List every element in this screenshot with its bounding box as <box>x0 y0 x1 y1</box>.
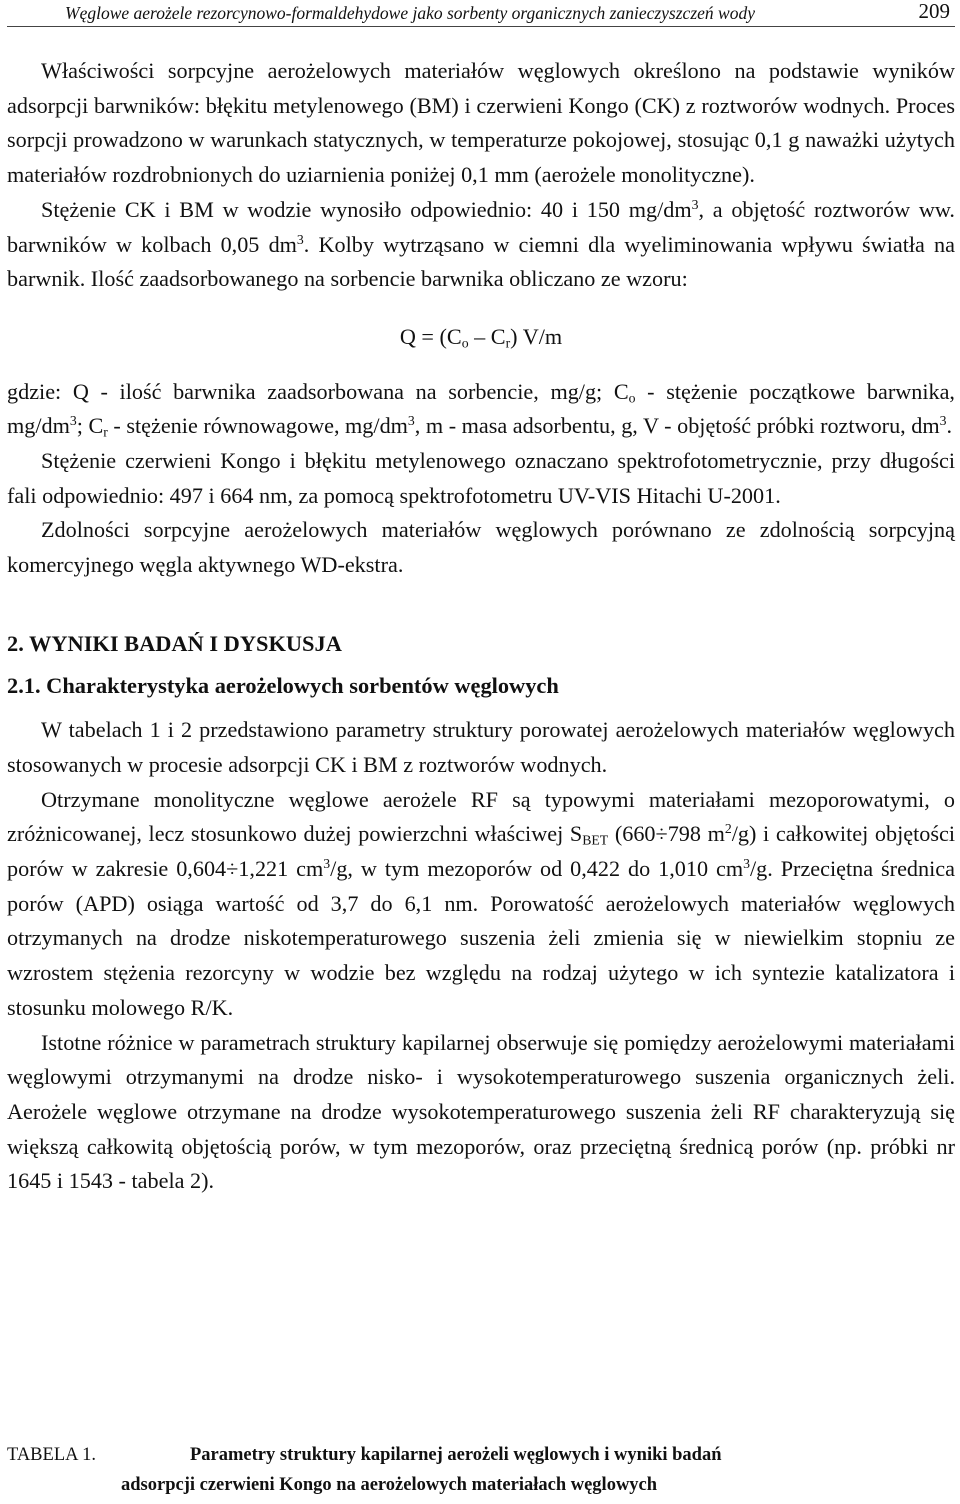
table-title-line-2: adsorpcji czerwieni Kongo na aerożelowych materiałach węglowych <box>121 1475 658 1495</box>
paragraph-text: Stężenie czerwieni Kongo i błękitu metylenowego oznaczano spektrofotometrycznie, przy długości fali odpowiednio: 497 i 664 nm, za pomocą spektrofotometru UV-VIS Hitachi U-2001. <box>7 448 955 508</box>
paragraph-sorption-method <box>7 54 955 193</box>
superscript: 3 <box>296 231 304 247</box>
journal-page <box>7 0 955 1504</box>
paragraph-spectrophotometry <box>7 444 955 513</box>
paragraph-text: , m - masa adsorbentu, g, V - objętość próbki roztworu, dm <box>414 413 940 439</box>
paragraph-capillary-differences <box>7 1026 955 1200</box>
paragraph-text: - stężenie równowagowe, mg/dm <box>107 413 408 439</box>
paragraph-text: Istotne różnice w parametrach struktury kapilarnej obserwuje się pomiędzy aerożelowymi materiałami węglowymi otrzymanymi na drodze nisko- i wysokotemperaturowego suszenia organicznych żeli. Aerożele węglowe otrzymane na drodze wysokotemperaturowego suszenia żeli RF charakteryzują się większą całkowitą objętością porów, w tym mezoporów, oraz przeciętną średnicą porów (np. próbki nr 1645 i 1543 - tabela 2). <box>7 1029 955 1194</box>
paragraph-text: (660÷798 m <box>608 821 725 847</box>
paragraph-text: - stężenie początkowe barwnika, mg/dm <box>7 378 955 439</box>
paragraph-text: Otrzymane monolityczne węglowe aerożele RF są typowymi materiałami mezoporowatymi, o zróżnicowanej, lecz stosunkowo dużej powierzchni właściwej S <box>7 786 955 847</box>
formula-text: ) V/m <box>510 323 563 349</box>
superscript: 3 <box>691 196 699 212</box>
subscript: o <box>461 335 469 351</box>
formula-text: – C <box>468 323 506 349</box>
superscript: 3 <box>939 413 947 429</box>
subscript: o <box>628 390 636 406</box>
superscript: 3 <box>743 855 750 871</box>
superscript: 3 <box>323 855 331 871</box>
paragraph-tables-intro <box>7 713 955 782</box>
paragraph-text: ; C <box>76 413 104 439</box>
paragraph-text: /g. Przeciętna średnica porów (APD) osiąga wartość od 3,7 do 6,1 nm. Porowatość aerożelowych materiałów węglowych otrzymanych na drodze niskotemperaturowego suszenia żeli zmienia się w niewielkim stopniu ze wzrostem stężenia rezorcyny w wodzie bez względu na rodzaj użytego w ich syntezie katalizatora i stosunku molowego R/K. <box>7 856 955 1020</box>
paragraph-comparison <box>7 513 955 582</box>
superscript: 3 <box>69 413 77 429</box>
paragraph-text: , a objętość roztworów ww. barwników w kolbach 0,05 dm <box>7 196 955 257</box>
table-label: TABELA 1. <box>7 1445 96 1465</box>
superscript: 2 <box>724 821 732 837</box>
paragraph-text: . Kolby wytrząsano w ciemni dla wyeliminowania wpływu światła na barwnik. Ilość zaadsorbowanego na sorbencie barwnika obliczano ze wzoru: <box>7 231 955 292</box>
page-number: 209 <box>918 0 950 23</box>
paragraph-text: Zdolności sorpcyjne aerożelowych materiałów węglowych porównano ze zdolnością sorpcyjną komercyjnego węgla aktywnego WD-ekstra. <box>7 517 955 578</box>
subscript: r <box>103 424 108 440</box>
paragraph-formula-legend <box>7 375 955 444</box>
superscript: 3 <box>407 413 415 429</box>
paragraph-text: /g) i całkowitej objętości porów w zakresie 0,604÷1,221 cm <box>7 821 956 882</box>
formula-text: Q = (C <box>399 323 462 349</box>
paragraph-text: . <box>946 413 953 439</box>
formula-q <box>7 320 955 355</box>
section-heading: 2. WYNIKI BADAŃ I DYSKUSJA <box>7 630 342 656</box>
paragraph-text: Stężenie CK i BM w wodzie wynosiło odpowiednio: 40 i 150 mg/dm <box>41 196 692 222</box>
table-title-line-1: Parametry struktury kapilarnej aerożeli węglowych i wyniki badań <box>190 1445 722 1465</box>
paragraph-text: Właściwości sorpcyjne aerożelowych materiałów węglowych określono na podstawie wyników adsorpcji barwników: błękitu metylenowego (BM) i czerwieni Kongo (CK) z roztworów wodnych. Proces sorpcji prowadzono w warunkach statycznych, w temperaturze pokojowej, stosując 0,1 g naważki użytych materiałów rozdrobnionych do uziarnienia poniżej 0,1 mm (aerożele monolityczne). <box>7 58 955 188</box>
paragraph-porosity <box>7 783 955 1026</box>
paragraph-text: W tabelach 1 i 2 przedstawiono parametry struktury porowatej aerożelowych materiałów węglowych stosowanych w procesie adsorpcji CK i BM z roztworów wodnych. <box>7 717 955 777</box>
paragraph-dye-concentration <box>7 193 955 297</box>
paragraph-text: /g, w tym mezoporów od 0,422 do 1,010 cm <box>330 856 744 882</box>
subscript: BET <box>582 832 609 848</box>
running-header <box>7 2 955 27</box>
article-body <box>7 54 955 1199</box>
subsection-heading: 2.1. Charakterystyka aerożelowych sorbentów węglowych <box>7 672 559 698</box>
subscript: r <box>505 335 511 351</box>
paragraph-text: gdzie: Q - ilość barwnika zaadsorbowana na sorbencie, mg/g; C <box>7 378 629 404</box>
running-title: Węglowe aerożele rezorcynowo-formaldehydowe jako sorbenty organicznych zanieczyszczeń wody <box>65 3 755 23</box>
